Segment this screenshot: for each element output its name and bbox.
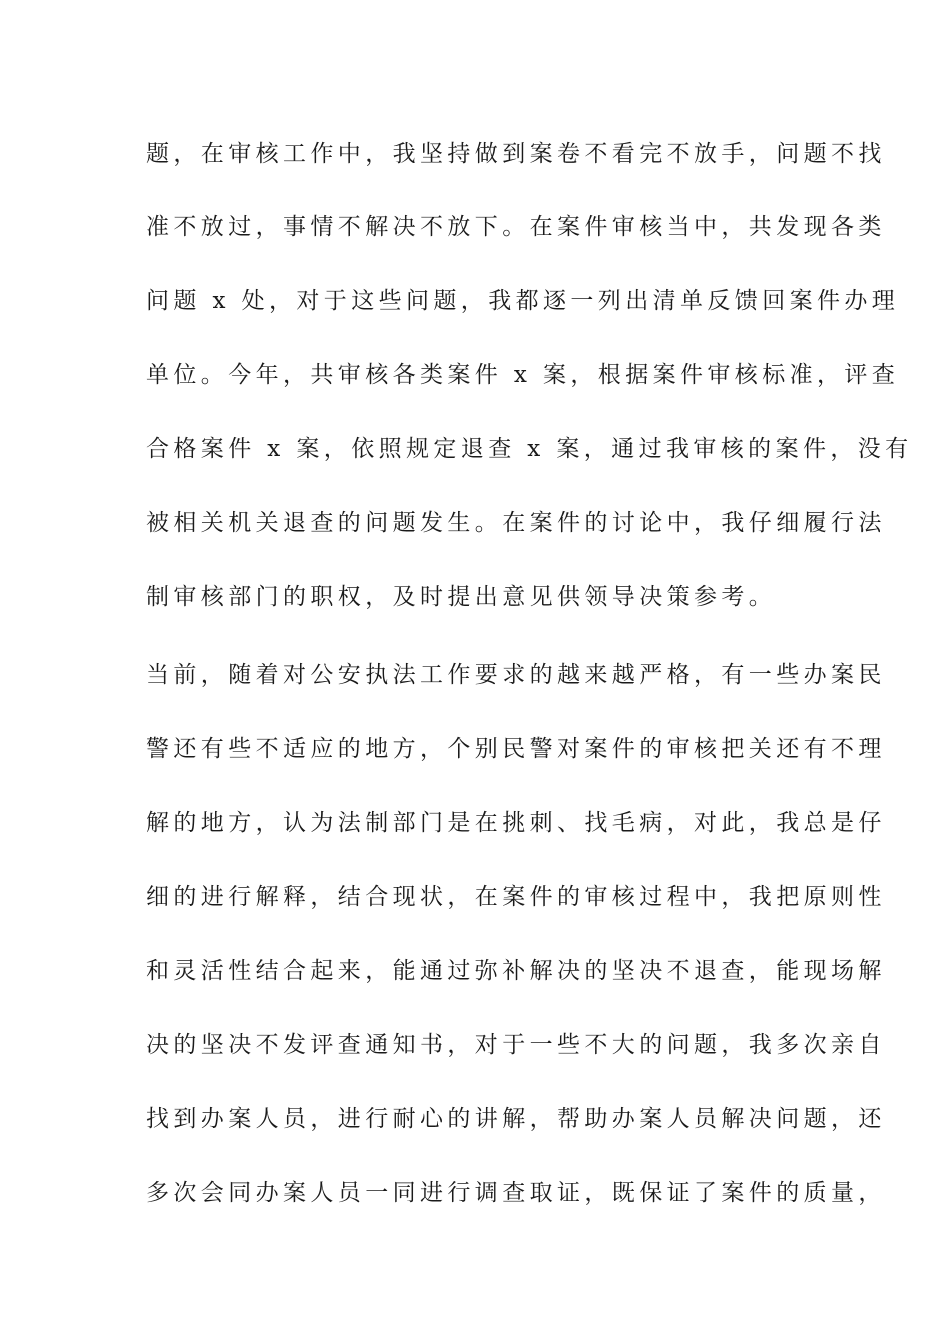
text-line: 准不放过，事情不解决不放下。在案件审核当中，共发现各类 xyxy=(146,214,886,240)
text-line: 当前，随着对公安执法工作要求的越来越严格，有一些办案民 xyxy=(146,662,886,688)
text-line: 细的进行解释，结合现状，在案件的审核过程中，我把原则性 xyxy=(146,884,886,910)
text-line: 合格案件 x 案，依照规定退查 x 案，通过我审核的案件，没有 xyxy=(146,436,913,462)
text-line: 警还有些不适应的地方，个别民警对案件的审核把关还有不理 xyxy=(146,736,886,762)
text-line: 单位。今年，共审核各类案件 x 案，根据案件审核标准，评查 xyxy=(146,362,900,388)
text-line: 问题 x 处，对于这些问题，我都逐一列出清单反馈回案件办理 xyxy=(146,288,900,314)
text-line: 题，在审核工作中，我坚持做到案卷不看完不放手，问题不找 xyxy=(146,141,886,167)
text-line: 和灵活性结合起来，能通过弥补解决的坚决不退查，能现场解 xyxy=(146,958,886,984)
text-line: 找到办案人员，进行耐心的讲解，帮助办案人员解决问题，还 xyxy=(146,1106,886,1132)
text-line: 制审核部门的职权，及时提出意见供领导决策参考。 xyxy=(146,584,777,610)
text-line: 被相关机关退查的问题发生。在案件的讨论中，我仔细履行法 xyxy=(146,510,886,536)
text-line: 决的坚决不发评查通知书，对于一些不大的问题，我多次亲自 xyxy=(146,1032,886,1058)
text-line: 解的地方，认为法制部门是在挑刺、找毛病，对此，我总是仔 xyxy=(146,810,886,836)
text-line: 多次会同办案人员一同进行调查取证，既保证了案件的质量， xyxy=(146,1180,886,1206)
